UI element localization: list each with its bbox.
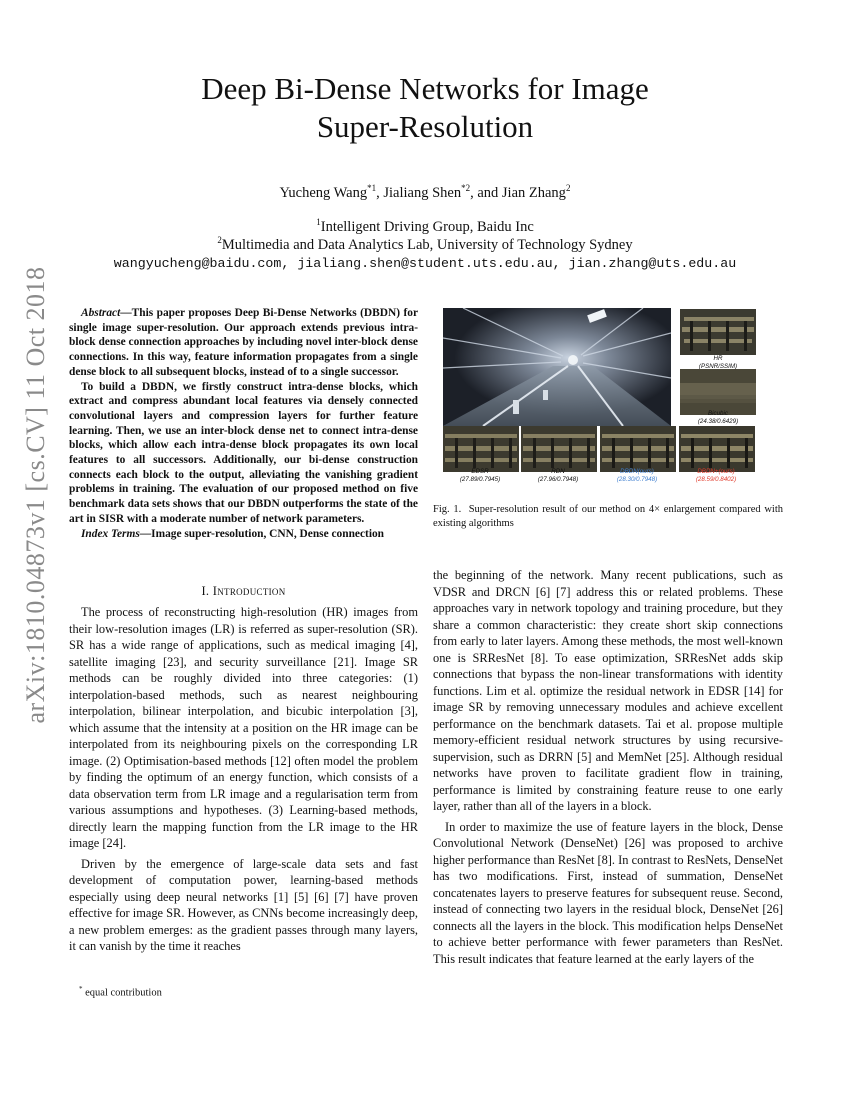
authors: [0, 183, 850, 202]
affiliation-superscript: 1: [316, 217, 321, 227]
figure-caption-label: Fig. 1.: [433, 504, 462, 515]
paper-title: [0, 70, 850, 146]
figure-label-metric: (27.96/0.7948): [537, 475, 579, 483]
right-column-body: [433, 567, 783, 967]
thumbnail-dbdn-plus: [679, 426, 755, 472]
figure-label-bicubic: [675, 410, 761, 425]
author-name: , Jialiang Shen: [376, 184, 462, 201]
author-emails: wangyucheng@baidu.com, jialiang.shen@student.uts.edu.au, jian.zhang@uts.edu.au: [113, 256, 737, 271]
figure-main-image: [443, 308, 671, 426]
figure-label-edsr: [437, 468, 523, 483]
figure-label-name: HR: [713, 355, 723, 362]
thumbnail-image: [521, 426, 597, 472]
left-column-body: [69, 604, 418, 955]
author-name: , and Jian Zhang: [470, 184, 566, 201]
arxiv-sidebar: [16, 266, 56, 724]
index-terms-label: Index Terms: [81, 527, 140, 540]
figure-label-name: RDN: [551, 468, 565, 475]
intro-paragraph-4: In order to maximize the use of feature layers in the block, Dense Convolutional Network (DenseNet) [26] was proposed to archive higher performance than ResNet [8]. In contrast to ResNets, DenseNet has two modifications. First, instead of summation, DenseNet concatenates layers to preserve features for subsequent reuse. Second, instead of connecting two layers in the residual block, DenseNet [26] connects all the layers in the block. This modification helps DenseNet to achieve better performance with fewer parameters than ResNet. This result indicates that feature learned at the early layers of the: [433, 819, 783, 966]
footnote-text: equal contribution: [82, 987, 162, 999]
thumbnail-image: [680, 369, 756, 415]
figure-caption: [433, 503, 783, 530]
intro-paragraph-1: The process of reconstructing high-resolution (HR) images from their low-resolution images (LR) is referred as super-resolution (SR). SR has a wide range of applications, such as medical imaging [4], satellite imaging [23], and security surveillance [21]. Image SR methods can be roughly divided into three categories: (1) interpolation-based methods, such as nearest neighbouring interpolation, bilinear interpolation, and bicubic interpolation [3], which assume that the intensity at a position on the HR image can be interpolated from its neighbouring pixels on the corresponding LR image. (2) Optimisation-based methods [12] often model the problem by finding the optimum of an energy function, which consists of a data observation term from LR image and a regularisation term from various assumptions and hypotheses. (3) Learning-based methods, directly learn the mapping function from the LR image to the HR image [24].: [69, 605, 418, 850]
affiliation-superscript: 2: [217, 235, 222, 245]
figure-label-metric: (27.89/0.7945): [459, 475, 501, 483]
thumbnail-rdn: [521, 426, 597, 472]
figure-label-metric: (28.30/0.7948): [616, 475, 658, 483]
footnote: [69, 985, 418, 999]
thumbnail-dbdn: [600, 426, 676, 472]
abstract-label: Abstract: [81, 307, 121, 319]
author-superscript: 2: [565, 183, 571, 193]
intro-paragraph-2: Driven by the emergence of large-scale data sets and fast development of computation power, learning-based methods especially using deep neural networks [1] [5] [6] [7] have proven effective for image SR. However, as CNNs become increasingly deep, a new problem emerges: as the gradient passes through many layers, it can vanish by the time it reaches: [69, 856, 418, 953]
footnote-mark: *: [79, 985, 83, 993]
section-heading: I. Introduction: [201, 584, 286, 598]
figure-label-dbdn: [594, 468, 680, 483]
index-terms: —Image super-resolution, CNN, Dense connection: [139, 527, 385, 540]
thumbnail-image: [679, 426, 755, 472]
affiliation-text: Multimedia and Data Analytics Lab, University of Technology Sydney: [221, 236, 633, 253]
title-line-2: Super-Resolution: [316, 109, 534, 144]
author-superscript: *1: [367, 183, 377, 193]
figure-label-name: Bicubic: [708, 410, 728, 417]
figure-label-hr: [675, 355, 761, 370]
intro-paragraph-3: the beginning of the network. Many recent publications, such as VDSR and DRCN [6] [7] address this or related problems. These approaches vary in network topology and training procedure, but they share a common characteristic: they create short skip connections from early to later layers. Among these methods, the most well-known one is SRResNet [8]. To ease optimization, SRResNet adds skip connections that bypass the non-linear transformations with identity functions. Lim et al. optimize the residual network in EDSR [14] for image SR by removing unnecessary modules and achieve excellent performance on the benchmark datasets. Tai et al. propose multiple memory-efficient residual network structures by using recursive-supervision, such as DRRN [5] and MemNet [25]. Although residual networks have proven to facilitate gradient flow in training, performance is limited by constraining feature reuse to one early layer, rather than all of the layers in a block.: [433, 568, 783, 813]
affiliation-text: Intelligent Driving Group, Baidu Inc: [320, 218, 534, 235]
figure-label-name: DBDN(ours): [620, 468, 654, 475]
abstract-paragraph-2: To build a DBDN, we firstly construct intra-dense blocks, which extract and compress abundant local features via densely connected convolutional layers and compression layers for further feature learning. Then, we use an inter-block dense net to connect intra-dense blocks, which allow each intra-dense block propagates its own local features to all successors. Additionally, our bi-dense construction connects each block to the output, alleviating the vanishing gradient problems in training. The evaluation of our proposed method on five benchmark data sets shows that our DBDN outperforms the state of the art in SISR with a moderate number of network parameters.: [69, 380, 418, 525]
figure-caption-text: Super-resolution result of our method on 4× enlargement compared with existing algorithms: [433, 504, 783, 529]
arxiv-identifier: arXiv:1810.04873v1 [cs.CV] 11 Oct 2018: [21, 266, 50, 724]
author-name: Yucheng Wang: [279, 184, 368, 201]
author-superscript: *2: [461, 183, 471, 193]
figure-label-metric: (PSNR/SSIM): [698, 362, 738, 370]
tunnel-photo: [443, 308, 671, 426]
title-line-1: Deep Bi-Dense Networks for Image: [201, 71, 649, 106]
thumbnail-image: [443, 426, 519, 472]
thumbnail-hr: [680, 309, 756, 355]
thumbnail-image: [680, 309, 756, 355]
figure-label-metric: (28.59/0.8402): [695, 475, 737, 483]
affiliation-1: [0, 217, 850, 236]
thumbnail-edsr: [443, 426, 519, 472]
affiliation-2: [0, 235, 850, 254]
figure-label-metric: (24.38/0.6429): [697, 417, 739, 425]
thumbnail-bicubic: [680, 369, 756, 415]
figure-label-name: DBDN+(ours): [697, 468, 735, 475]
abstract-text: —This paper proposes Deep Bi-Dense Networks (DBDN) for single image super-resolution. Our approach extends previous intra-block dense connection approaches by including novel inter-block dense connections. In this way, feature information propagates from a single dense block to all subsequent blocks, instead of to a single successor.: [69, 307, 418, 378]
abstract: [69, 306, 418, 541]
thumbnail-image: [600, 426, 676, 472]
figure-label-name: EDSR: [471, 468, 489, 475]
figure-label-rdn: [515, 468, 601, 483]
figure-label-dbdn-plus: [673, 468, 759, 483]
